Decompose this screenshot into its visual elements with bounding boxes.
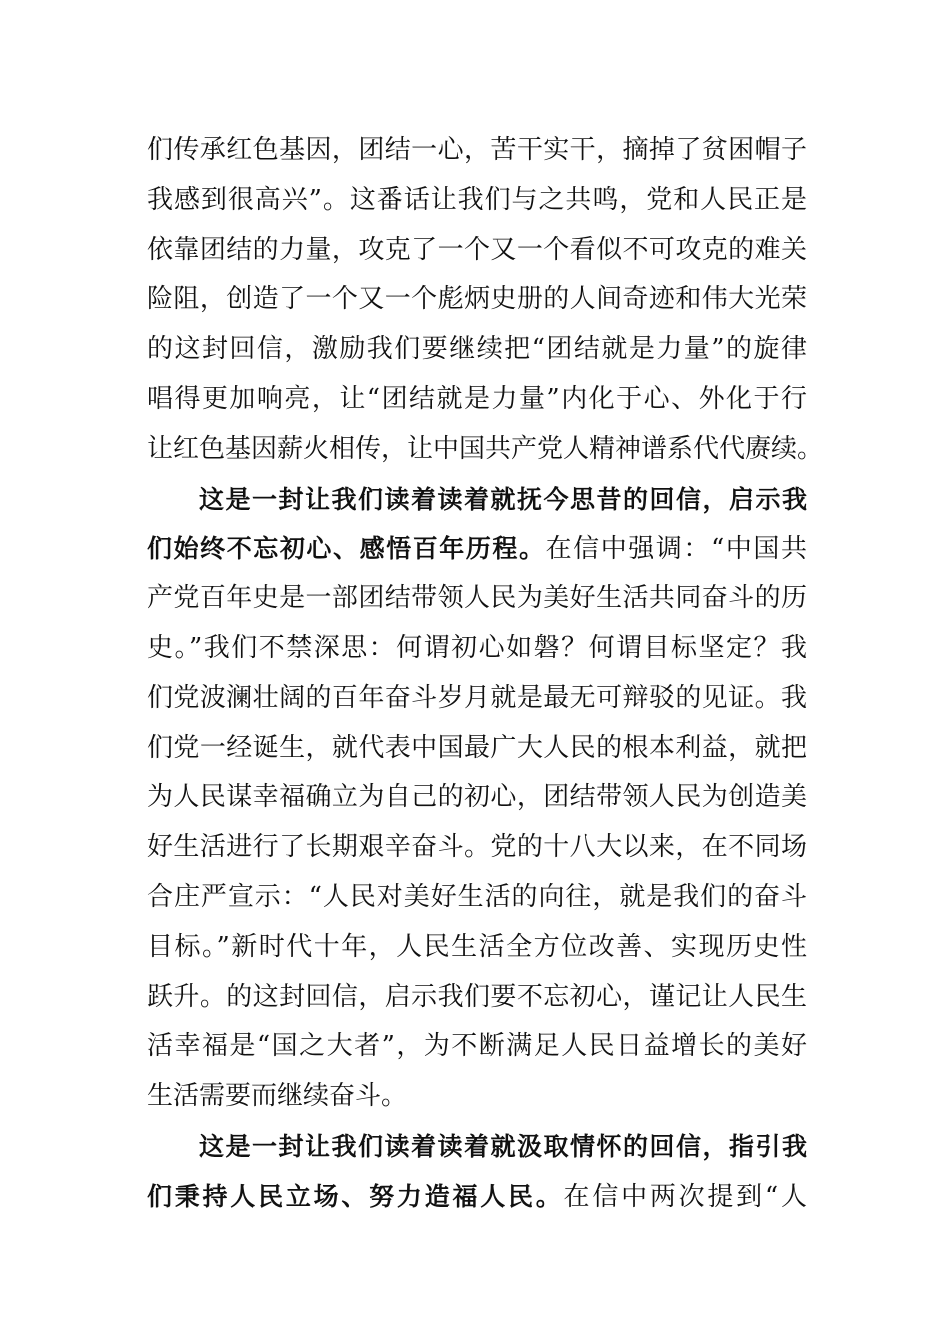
body-text-segment: 们党一经诞生，就代表中国最广大人民的根本利益，就把 <box>147 732 807 763</box>
body-text-segment: 产党百年史是一部团结带领人民为美好生活共同奋斗的历 <box>147 583 807 614</box>
body-text-segment: 唱得更加响亮，让“团结就是力量”内化于心、外化于行 <box>147 383 807 414</box>
text-line <box>147 226 807 276</box>
body-text-segment: 依靠团结的力量，攻克了一个又一个看似不可攻克的难关 <box>147 234 807 265</box>
text-line <box>147 275 807 325</box>
body-text-segment: 让红色基因薪火相传，让中国共产党人精神谱系代代赓续。 <box>147 433 824 464</box>
body-text-segment: 我感到很高兴”。这番话让我们与之共鸣，党和人民正是 <box>147 184 807 215</box>
body-text-segment: 在信中两次提到“人 <box>563 1181 807 1212</box>
body-text <box>147 126 824 1222</box>
body-text-segment: 目标。”新时代十年，人民生活全方位改善、实现历史性 <box>147 931 807 962</box>
body-text-segment: 在信中强调：“中国共 <box>545 534 807 565</box>
bold-heading-text: 这是一封让我们读着读着就汲取情怀的回信，指引我 <box>199 1131 807 1161</box>
text-line <box>147 1122 807 1172</box>
text-line <box>147 674 807 724</box>
body-text-segment: 的这封回信，激励我们要继续把“团结就是力量”的旋律 <box>147 334 807 365</box>
body-text-segment: 活幸福是“国之大者”，为不断满足人民日益增长的美好 <box>147 1031 807 1062</box>
text-line <box>147 624 807 674</box>
bold-heading-text: 们始终不忘初心、感悟百年历程。 <box>147 534 546 564</box>
body-text-segment: 好生活进行了长期艰辛奋斗。党的十八大以来，在不同场 <box>147 832 807 863</box>
text-line <box>147 923 807 973</box>
text-line <box>147 1022 807 1072</box>
bold-heading-text: 这是一封让我们读着读着就抚今思昔的回信，启示我 <box>199 484 807 514</box>
text-line <box>147 773 807 823</box>
text-line <box>147 475 807 525</box>
text-line <box>147 823 807 873</box>
text-line <box>147 524 807 574</box>
text-line <box>147 1172 807 1222</box>
body-text-segment: 史。”我们不禁深思：何谓初心如磐？何谓目标坚定？我 <box>147 632 807 663</box>
text-line <box>147 375 807 425</box>
body-text-segment: 为人民谋幸福确立为自己的初心，团结带领人民为创造美 <box>147 782 807 813</box>
body-text-segment: 合庄严宣示：“人民对美好生活的向往，就是我们的奋斗 <box>147 881 807 912</box>
text-line <box>147 973 807 1023</box>
text-line <box>147 425 824 475</box>
text-line <box>147 873 807 923</box>
body-text-segment: 生活需要而继续奋斗。 <box>147 1081 408 1112</box>
body-text-segment: 们党波澜壮阔的百年奋斗岁月就是最无可辩驳的见证。我 <box>147 682 807 713</box>
text-line <box>147 1072 807 1122</box>
text-line <box>147 325 807 375</box>
text-line <box>147 574 807 624</box>
text-line <box>147 176 807 226</box>
text-line <box>147 724 807 774</box>
body-text-segment: 险阻，创造了一个又一个彪炳史册的人间奇迹和伟大光荣 <box>147 284 807 315</box>
body-text-segment: 们传承红色基因，团结一心，苦干实干，摘掉了贫困帽子 <box>147 135 807 165</box>
body-text-segment: 跃升。的这封回信，启示我们要不忘初心，谨记让人民生 <box>147 981 807 1012</box>
text-line <box>147 126 807 176</box>
bold-heading-text: 们秉持人民立场、努力造福人民。 <box>147 1181 564 1211</box>
